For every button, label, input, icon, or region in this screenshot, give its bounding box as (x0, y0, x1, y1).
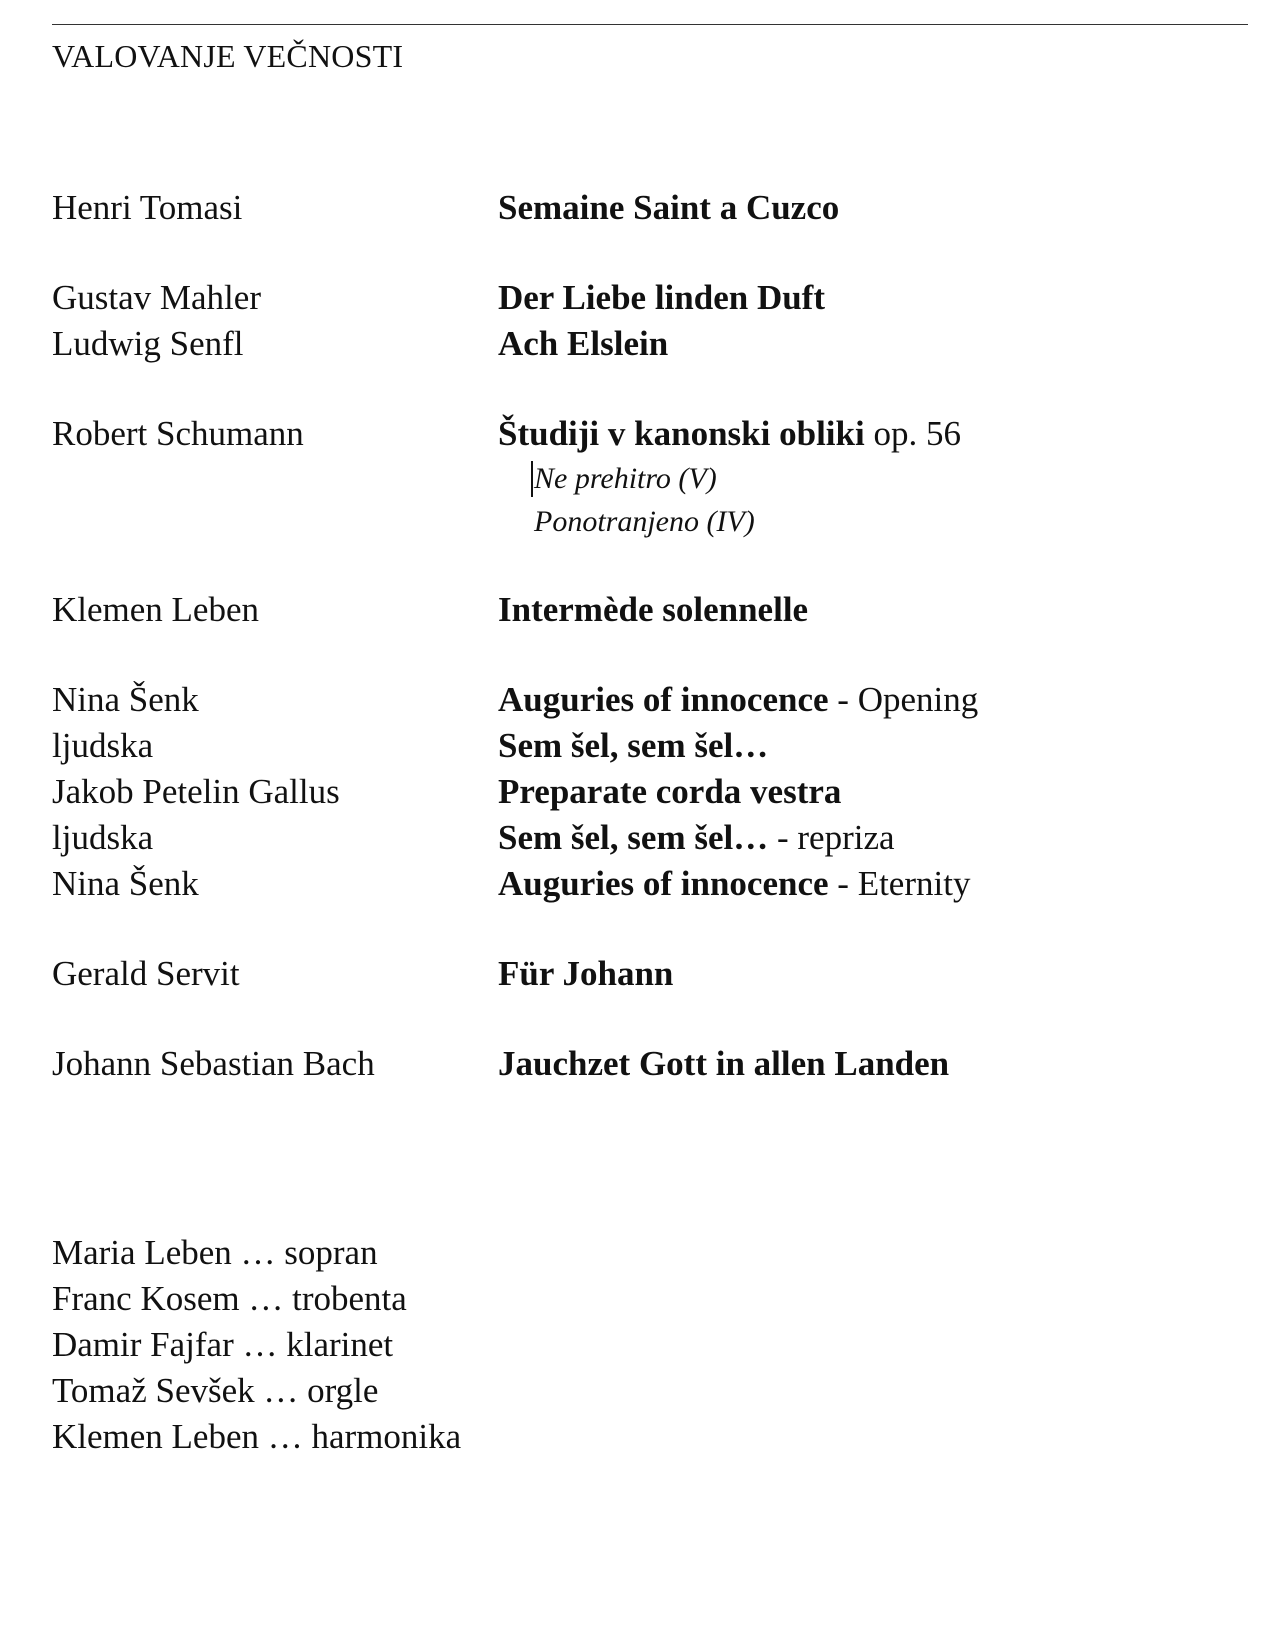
program-item (52, 411, 1248, 457)
program-group (52, 275, 1248, 367)
program-group (52, 185, 1248, 231)
work (498, 951, 673, 997)
work-suffix: - Opening (828, 680, 979, 719)
composer: ljudska (52, 726, 154, 765)
composer: ljudska (52, 818, 154, 857)
program-item (52, 861, 1248, 907)
composer: Gerald Servit (52, 954, 240, 993)
composer: Gustav Mahler (52, 278, 261, 317)
concert-title: VALOVANJE VEČNOSTI (52, 38, 404, 74)
composer: Nina Šenk (52, 864, 199, 903)
work-title: Sem šel, sem šel… (498, 726, 769, 765)
composer: Henri Tomasi (52, 188, 243, 227)
work (498, 861, 970, 907)
composer: Robert Schumann (52, 414, 304, 453)
program-group (52, 677, 1248, 907)
work (498, 185, 839, 231)
work-title: Auguries of innocence (498, 680, 829, 719)
work-title: Sem šel, sem šel… (498, 818, 769, 857)
top-rule (52, 24, 1248, 25)
composer: Jakob Petelin Gallus (52, 772, 340, 811)
program-item (52, 815, 1248, 861)
program-group (52, 587, 1248, 633)
work (498, 769, 841, 815)
program-list (52, 185, 1248, 1131)
work-title: Intermède solennelle (498, 590, 809, 629)
work-suffix: op. 56 (864, 414, 961, 453)
work (498, 815, 895, 861)
work-title: Jauchzet Gott in allen Landen (498, 1044, 950, 1083)
program-item (52, 769, 1248, 815)
work (498, 1041, 949, 1087)
composer: Klemen Leben (52, 590, 259, 629)
work-title: Ach Elslein (498, 324, 669, 363)
work (498, 677, 978, 723)
program-item (52, 587, 1248, 633)
program-item (52, 723, 1248, 769)
work-title: Der Liebe linden Duft (498, 278, 825, 317)
program-item (52, 321, 1248, 367)
work (498, 411, 961, 457)
work-title: Semaine Saint a Cuzco (498, 188, 840, 227)
work-suffix: - Eternity (828, 864, 971, 903)
work (498, 275, 825, 321)
program-item (52, 185, 1248, 231)
performer: Damir Fajfar … klarinet (52, 1325, 394, 1364)
program-group (52, 1041, 1248, 1087)
composer: Nina Šenk (52, 680, 199, 719)
performer-list (52, 1230, 461, 1460)
work-title: Študiji v kanonski obliki (498, 414, 865, 453)
program-item (52, 951, 1248, 997)
text-cursor (531, 461, 533, 497)
composer: Ludwig Senfl (52, 324, 244, 363)
performer: Maria Leben … sopran (52, 1233, 378, 1272)
movement-title: Ne prehitro (V) (534, 462, 717, 495)
movement-title: Ponotranjeno (IV) (534, 505, 755, 538)
work-title: Auguries of innocence (498, 864, 829, 903)
work-title: Preparate corda vestra (498, 772, 842, 811)
work (498, 321, 668, 367)
program-item (52, 275, 1248, 321)
composer: Johann Sebastian Bach (52, 1044, 375, 1083)
movement[interactable] (534, 457, 1196, 500)
work-title: Für Johann (498, 954, 674, 993)
work-suffix: - repriza (768, 818, 895, 857)
program-group (52, 411, 1248, 543)
work (498, 723, 768, 769)
performer: Tomaž Sevšek … orgle (52, 1371, 379, 1410)
program-group (52, 951, 1248, 997)
performer: Klemen Leben … harmonika (52, 1417, 462, 1456)
movement (534, 500, 1196, 543)
program-item (52, 1041, 1248, 1087)
work (498, 587, 808, 633)
movement-list (52, 457, 1248, 543)
performer: Franc Kosem … trobenta (52, 1279, 407, 1318)
program-item (52, 677, 1248, 723)
